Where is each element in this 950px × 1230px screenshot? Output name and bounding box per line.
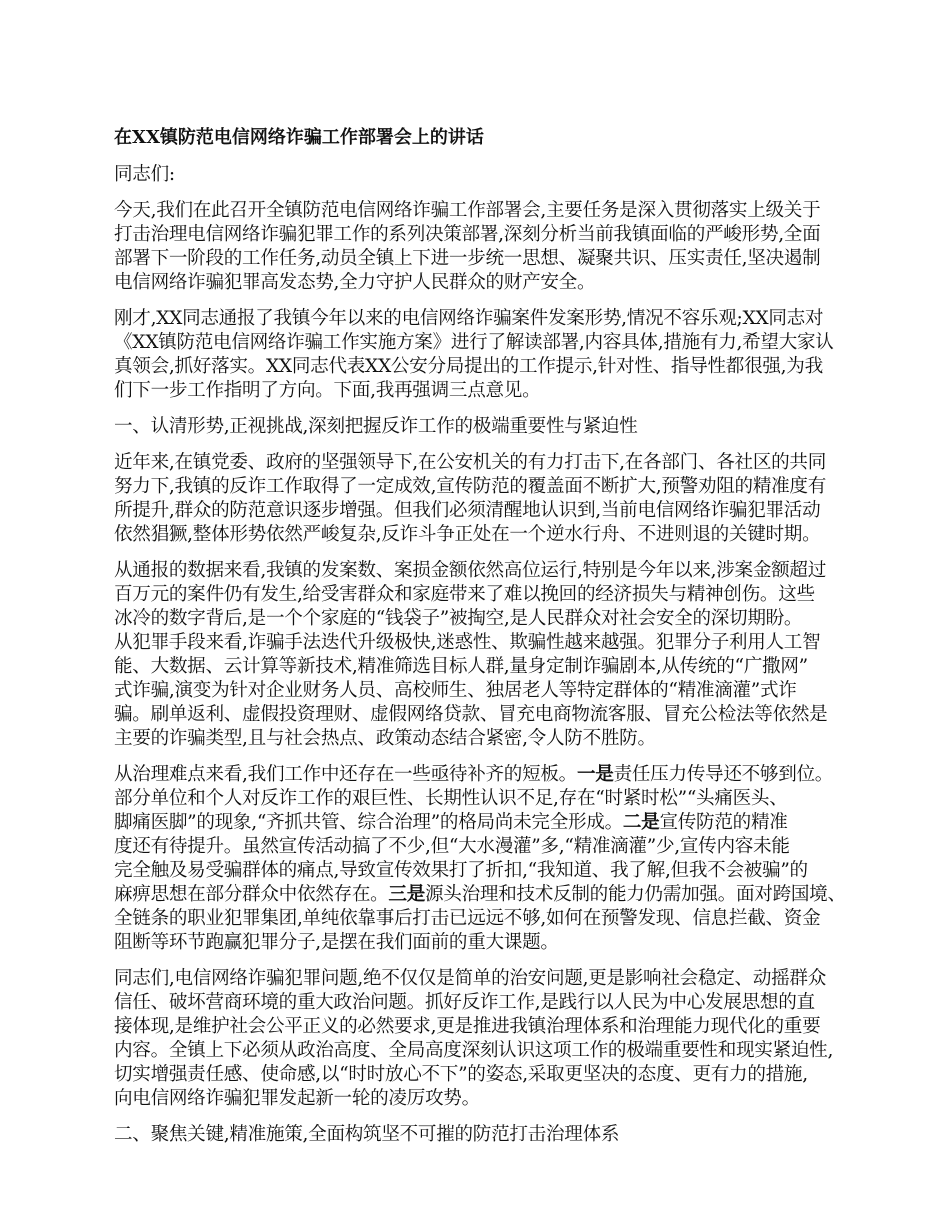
text-line: 电信网络诈骗犯罪高发态势,全力守护人民群众的财产安全。: [114, 272, 596, 293]
text-line: 努力下,我镇的反诈工作取得了一定成效,宣传防范的覆盖面不断扩大,预警劝阻的精准度有: [114, 476, 826, 497]
text-line: 完全触及易受骗群体的痛点,导致宣传效果打了折扣,“我知道、我了解,但我不会被骗”的: [114, 860, 808, 881]
significance-paragraph: [114, 967, 854, 1111]
text-line: 度还有待提升。虽然宣传活动搞了不少,但“大水漫灌”多,“精准滴灌”少,宣传内容未能: [114, 836, 790, 857]
document-body: [114, 163, 854, 1147]
text-line: 刚才,XX同志通报了我镇今年以来的电信网络诈骗案件发案形势,情况不容乐观;XX同志对: [114, 308, 824, 329]
text-line: 冰冷的数字背后,是一个个家庭的“钱袋子”被掏空,是人民群众对社会安全的深切期盼。: [114, 608, 803, 629]
intro-paragraph: [114, 199, 854, 295]
text-line: 从通报的数据来看,我镇的发案数、案损金额依然高位运行,特别是今年以来,涉案金额超过: [114, 560, 826, 581]
text-line: 部分单位和个人对反诈工作的艰巨性、长期性认识不足,存在“时紧时松”“头痛医头、: [114, 788, 788, 809]
text-line: 全链条的职业犯罪集团,单纯依靠事后打击已远远不够,如何在预警发现、信息拦截、资金: [114, 908, 821, 929]
salutation: [114, 163, 854, 187]
text-line: 部署下一阶段的工作任务,动员全镇上下进一步统一思想、凝聚共识、压实责任,坚决遏制: [114, 248, 821, 269]
text-segment: 责任压力传导还不够到位。: [613, 764, 834, 785]
text-segment: 脚痛医脚”的现象,“齐抓共管、综合治理”的格局尚未完全形成。: [114, 812, 623, 833]
text-line: 内容。全镇上下必须从政治高度、全局高度深刻认识这项工作的极端重要性和现实紧迫性,: [114, 1040, 834, 1061]
bold-emphasis: 二是: [622, 812, 660, 833]
text-line: 阻断等环节跑赢犯罪分子,是摆在我们面前的重大课题。: [114, 932, 559, 953]
text-line: 切实增强责任感、使命感,以“时时放心不下”的姿态,采取更坚决的态度、更有力的措施,: [114, 1064, 808, 1085]
section-heading-1: [114, 415, 854, 439]
text-line: 接体现,是维护社会公平正义的必然要求,更是推进我镇治理体系和治理能力现代化的重要: [114, 1016, 821, 1037]
context-paragraph: [114, 307, 854, 403]
text-segment: 从治理难点来看,我们工作中还存在一些亟待补齐的短板。: [114, 764, 577, 785]
text-line: 依然猖獗,整体形势依然严峻复杂,反诈斗争正处在一个逆水行舟、不进则退的关键时期。: [114, 524, 821, 545]
text-line: 真领会,抓好落实。XX同志代表XX公安分局提出的工作提示,针对性、指导性都很强,为我: [114, 356, 823, 377]
text-line: 从犯罪手段来看,诈骗手法迭代升级极快,迷惑性、欺骗性越来越强。犯罪分子利用人工智: [114, 632, 821, 653]
text-line: 同志们,电信网络诈骗犯罪问题,绝不仅仅是简单的治安问题,更是影响社会稳定、动摇群众: [114, 968, 826, 989]
data-paragraph: [114, 559, 854, 751]
text-line: 向电信网络诈骗犯罪发起新一轮的凌厉攻势。: [114, 1088, 480, 1109]
text-line: 《XX镇防范电信网络诈骗工作实施方案》进行了解读部署,内容具体,措施有力,希望大家认: [114, 332, 834, 353]
text-line: 式诈骗,演变为针对企业财务人员、高校师生、独居老人等特定群体的“精准滴灌”式诈: [114, 680, 797, 701]
document-title: 在XX镇防范电信网络诈骗工作部署会上的讲话: [114, 127, 484, 148]
situation-paragraph: [114, 451, 854, 547]
text-line: 信任、破坏营商环境的重大政治问题。抓好反诈工作,是践行以人民为中心发展思想的直: [114, 992, 815, 1013]
document-page: [114, 126, 854, 1159]
bold-emphasis: 三是: [388, 884, 426, 905]
text-line: 二、聚焦关键,精准施策,全面构筑坚不可摧的防范打击治理体系: [114, 1124, 620, 1145]
section-heading-2: [114, 1123, 854, 1147]
text-line: 一、认清形势,正视挑战,深刻把握反诈工作的极端重要性与紧迫性: [114, 416, 638, 437]
text-line: 今天,我们在此召开全镇防范电信网络诈骗工作部署会,主要任务是深入贯彻落实上级关于: [114, 200, 821, 221]
text-line: 们下一步工作指明了方向。下面,我再强调三点意见。: [114, 380, 541, 401]
text-line: 所提升,群众的防范意识逐步增强。但我们必须清醒地认识到,当前电信网络诈骗犯罪活动: [114, 500, 821, 521]
text-segment: 麻痹思想在部分群众中依然存在。: [114, 884, 389, 905]
text-line: 能、大数据、云计算等新技术,精准筛选目标人群,量身定制诈骗剧本,从传统的“广撒网”: [114, 656, 808, 677]
text-line: [114, 883, 854, 907]
difficulty-paragraph: [114, 763, 854, 955]
text-line: 打击治理电信网络诈骗犯罪工作的系列决策部署,深刻分析当前我镇面临的严峻形势,全面: [114, 224, 821, 245]
text-line: 主要的诈骗类型,且与社会热点、政策动态结合紧密,令人防不胜防。: [114, 728, 656, 749]
text-line: 百万元的案件仍有发生,给受害群众和家庭带来了难以挽回的经济损失与精神创伤。这些: [114, 584, 815, 605]
text-line: [114, 811, 854, 835]
text-line: 近年来,在镇党委、政府的坚强领导下,在公安机关的有力打击下,在各部门、各社区的共同: [114, 452, 826, 473]
bold-emphasis: 一是: [576, 764, 614, 785]
text-segment: 源头治理和技术反制的能力仍需加强。面对跨国境、: [425, 884, 846, 905]
text-line: [114, 763, 854, 787]
text-line: 骗。刷单返利、虚假投资理财、虚假网络贷款、冒充电商物流客服、冒充公检法等依然是: [114, 704, 828, 725]
text-segment: 宣传防范的精准: [659, 812, 788, 833]
text-line: 同志们:: [114, 164, 175, 185]
